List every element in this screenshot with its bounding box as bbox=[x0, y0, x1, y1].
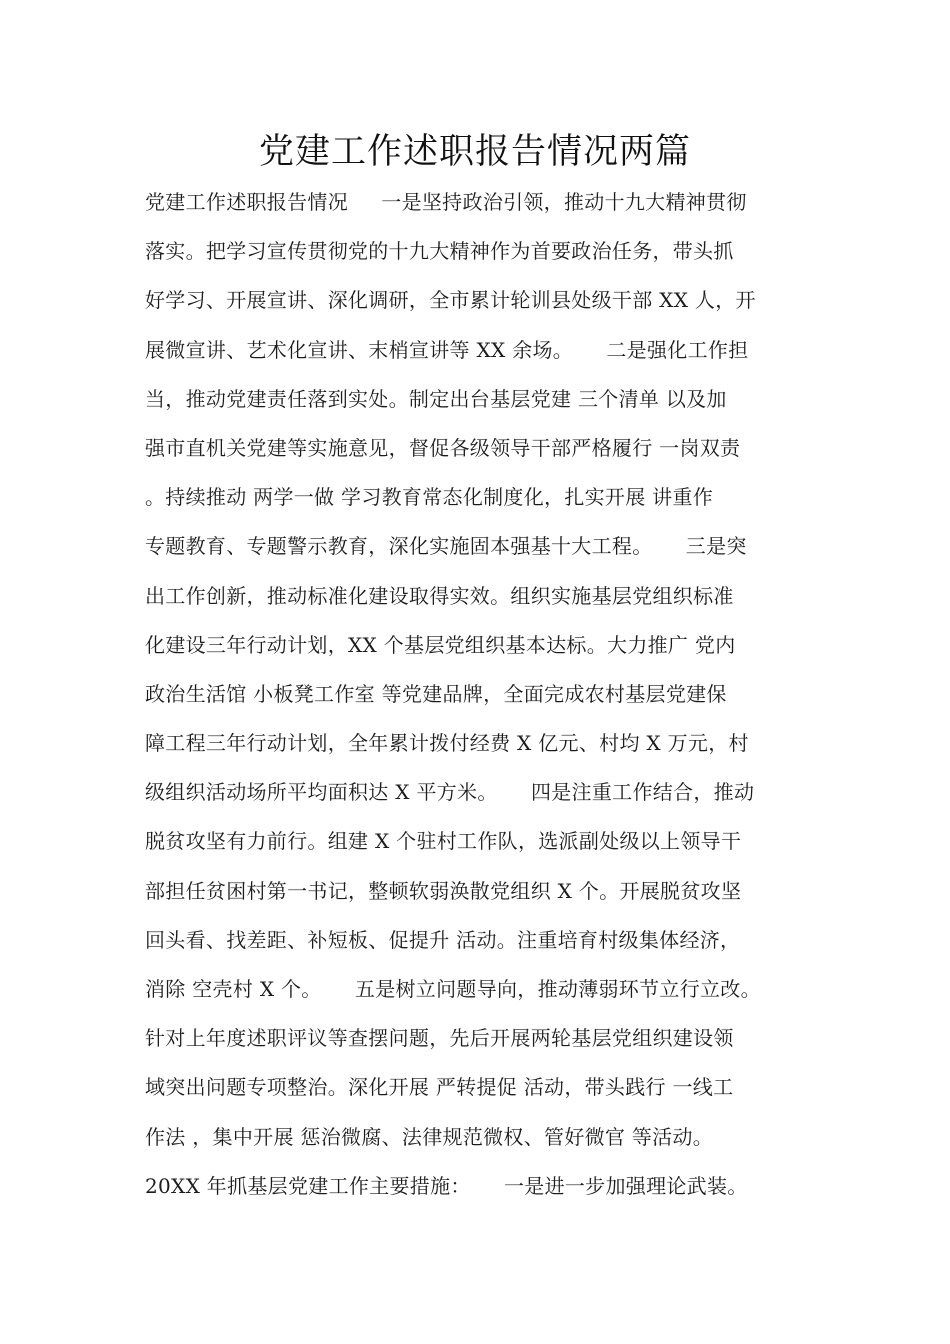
body-line: 化建设三年行动计划，XX 个基层党组织基本达标。大力推广 党内 bbox=[145, 632, 736, 657]
body-line: 落实。把学习宣传贯彻党的十九大精神作为首要政治任务，带头抓 bbox=[145, 239, 734, 264]
body-line: 当，推动党建责任落到实处。制定出台基层党建 三个清单 以及加 bbox=[145, 386, 727, 411]
document-title: 党建工作述职报告情况两篇 bbox=[258, 132, 691, 172]
body-line: 20XX 年抓基层党建工作主要措施： 一是进一步加强理论武装。 bbox=[145, 1173, 748, 1198]
body-line: 强市直机关党建等实施意见，督促各级领导干部严格履行 一岗双责 bbox=[145, 435, 741, 460]
document-body bbox=[145, 178, 845, 1211]
body-line: 域突出问题专项整治。深化开展 严转提促 活动，带头践行 一线工 bbox=[145, 1075, 734, 1100]
body-line: 消除 空壳村 X 个。 五是树立问题导向，推动薄弱环节立行立改。 bbox=[145, 977, 761, 1001]
body-line: 好学习、开展宣讲、深化调研，全市累计轮训县处级干部 XX 人，开 bbox=[145, 288, 756, 313]
body-line: 。持续推动 两学一做 学习教育常态化制度化，扎实开展 讲重作 bbox=[145, 485, 714, 510]
body-line: 障工程三年行动计划，全年累计拨付经费 X 亿元、村均 X 万元，村 bbox=[145, 731, 749, 756]
body-line: 作法 ，集中开展 惩治微腐、法律规范微权、管好微官 等活动。 bbox=[145, 1124, 714, 1149]
body-line: 政治生活馆 小板凳工作室 等党建品牌，全面完成农村基层党建保 bbox=[145, 681, 727, 706]
body-line: 回头看、找差距、补短板、促提升 活动。注重培育村级集体经济， bbox=[145, 927, 741, 952]
body-line: 专题教育、专题警示教育，深化实施固本强基十大工程。 三是突 bbox=[145, 534, 747, 559]
body-line: 脱贫攻坚有力前行。组建 X 个驻村工作队，选派副处级以上领导干 bbox=[145, 829, 742, 854]
body-line: 党建工作述职报告情况 一是坚持政治引领，推动十九大精神贯彻 bbox=[145, 190, 747, 214]
body-line: 级组织活动场所平均面积达 X 平方米。 四是注重工作结合，推动 bbox=[145, 780, 755, 805]
body-line: 出工作创新，推动标准化建设取得实效。组织实施基层党组织标准 bbox=[145, 583, 734, 608]
body-line: 部担任贫困村第一书记，整顿软弱涣散党组织 X 个。开展脱贫攻坚 bbox=[145, 878, 742, 903]
body-line: 展微宣讲、艺术化宣讲、末梢宣讲等 XX 余场。 二是强化工作担 bbox=[145, 337, 749, 362]
body-line: 针对上年度述职评议等查摆问题，先后开展两轮基层党组织建设领 bbox=[145, 1026, 734, 1051]
